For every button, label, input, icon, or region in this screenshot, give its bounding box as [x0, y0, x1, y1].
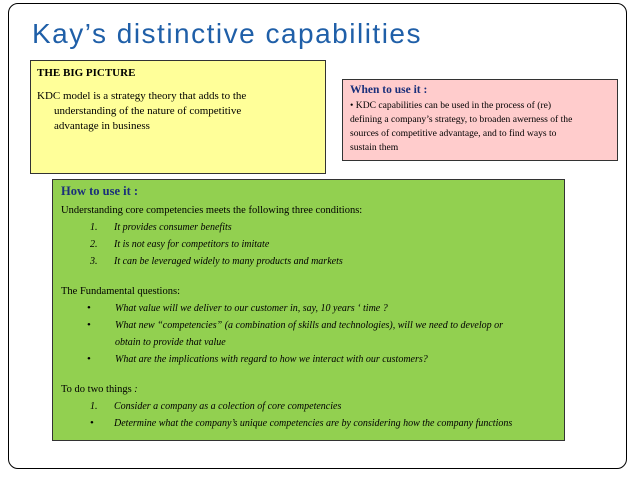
question-text: obtain to provide that value — [115, 337, 226, 348]
question-text: What new “competencies” (a combination of skills and technologies), will we need to develop or — [115, 320, 503, 331]
how-to-use-box — [52, 179, 565, 441]
big-picture-text — [37, 89, 319, 134]
bullet-icon: • — [350, 100, 354, 111]
todo-marker: 1. — [90, 401, 98, 412]
question-item — [61, 300, 556, 317]
when-to-use-line-4: sustain them — [350, 142, 399, 153]
when-to-use-text — [350, 99, 610, 155]
big-picture-line-1: KDC model is a strategy theory that adds to the — [37, 90, 247, 102]
todo-heading-text: To do two things — [61, 384, 132, 395]
condition-number: 3. — [90, 256, 98, 267]
question-text: What value will we deliver to our customer in, say, 10 years ‘ time ? — [115, 303, 388, 314]
condition-item — [61, 219, 556, 236]
question-continuation — [61, 334, 556, 351]
todo-heading-colon: : — [131, 384, 138, 395]
todo-item — [61, 415, 556, 432]
todo-heading — [61, 381, 556, 398]
condition-number: 1. — [90, 222, 98, 233]
question-item — [61, 317, 556, 334]
big-picture-heading: THE BIG PICTURE — [37, 67, 136, 79]
when-to-use-line-1 — [350, 99, 610, 113]
bullet-icon: • — [87, 319, 91, 331]
todo-text: Determine what the company’s unique competencies are by considering how the company functions — [114, 418, 513, 429]
condition-item — [61, 236, 556, 253]
fundamental-questions-heading: The Fundamental questions: — [61, 286, 180, 297]
when-to-use-line-1-text: KDC capabilities can be used in the process of (re) — [355, 100, 552, 111]
big-picture-box — [30, 60, 326, 174]
condition-text: It is not easy for competitors to imitate — [114, 239, 270, 250]
condition-text: It can be leveraged widely to many products and markets — [114, 256, 343, 267]
big-picture-line-2: understanding of the nature of competitive — [54, 105, 242, 117]
when-to-use-box — [342, 79, 618, 161]
condition-text: It provides consumer benefits — [114, 222, 232, 233]
when-to-use-heading: When to use it : — [350, 84, 428, 96]
todo-item — [61, 398, 556, 415]
slide-title: Kay’s distinctive capabilities — [32, 18, 422, 49]
how-to-use-heading: How to use it : — [61, 184, 139, 198]
condition-item — [61, 253, 556, 270]
conditions-intro: Understanding core competencies meets the following three conditions: — [61, 205, 363, 216]
bullet-icon: • — [87, 353, 91, 365]
when-to-use-line-3: sources of competitive advantage, and to find ways to — [350, 128, 557, 139]
question-item — [61, 351, 556, 368]
bullet-icon: • — [87, 302, 91, 314]
condition-number: 2. — [90, 239, 98, 250]
when-to-use-line-2: defining a company’s strategy, to broaden awerness of the — [350, 114, 573, 125]
todo-text: Consider a company as a colection of core competencies — [114, 401, 342, 412]
bullet-icon: • — [90, 417, 94, 429]
question-text: What are the implications with regard to how we interact with our customers? — [115, 354, 428, 365]
big-picture-line-3: advantage in business — [54, 120, 150, 132]
